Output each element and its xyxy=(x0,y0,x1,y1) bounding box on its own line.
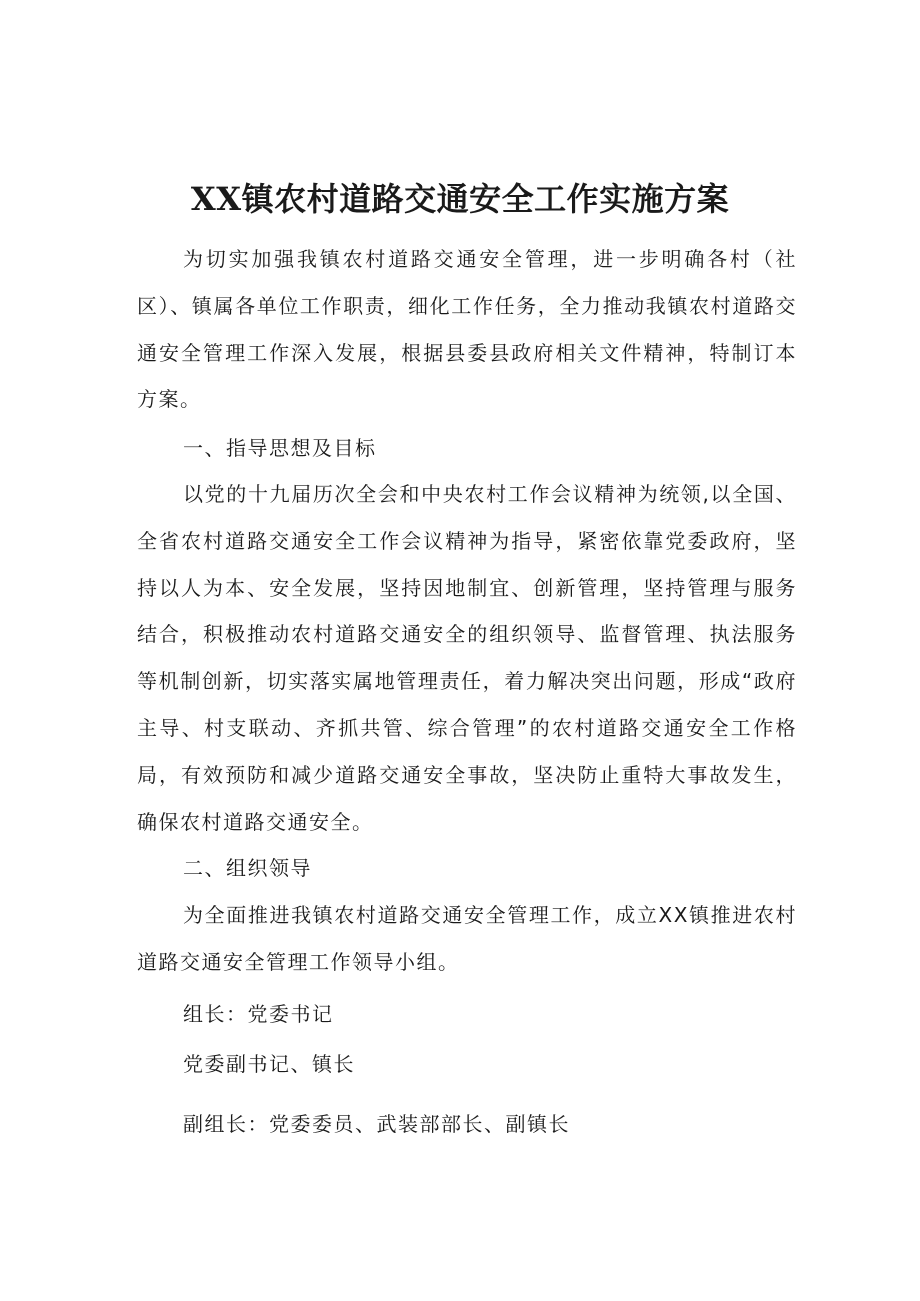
section-heading-organization: 二、组织领导 xyxy=(183,856,312,880)
guiding-ideology-paragraph: 以党的十九届历次全会和中央农村工作会议精神为统领,以全国、全省农村道路交通安全工作会议精神为指导，紧密依靠党委政府，坚持以人为本、安全发展，坚持因地制宜、创新管理，坚持管理与服务结合，积极推动农村道路交通安全的组织领导、监督管理、执法服务等机制创新，切实落实属地管理责任，着力解决突出问题，形成“政府主导、村支联动、齐抓共管、综合管理”的农村道路交通安全工作格局，有效预防和减少道路交通安全事故，坚决防止重特大事故发生，确保农村道路交通安全。 xyxy=(137,482,797,834)
group-leader-line: 组长：党委书记 xyxy=(183,1002,334,1026)
deputy-leader-line: 副组长：党委委员、武装部部长、副镇长 xyxy=(183,1112,570,1136)
organization-paragraph: 为全面推进我镇农村道路交通安全管理工作，成立XX镇推进农村道路交通安全管理工作领导小组。 xyxy=(137,903,797,974)
intro-paragraph: 为切实加强我镇农村道路交通安全管理，进一步明确各村（社区）、镇属各单位工作职责，细化工作任务，全力推动我镇农村道路交通安全管理工作深入发展，根据县委县政府相关文件精神，特制订本方案。 xyxy=(137,247,797,412)
group-leader-second-line: 党委副书记、镇长 xyxy=(183,1052,355,1076)
document-title: XX镇农村道路交通安全工作实施方案 xyxy=(190,180,730,218)
section-heading-guiding-ideology: 一、指导思想及目标 xyxy=(183,436,377,460)
